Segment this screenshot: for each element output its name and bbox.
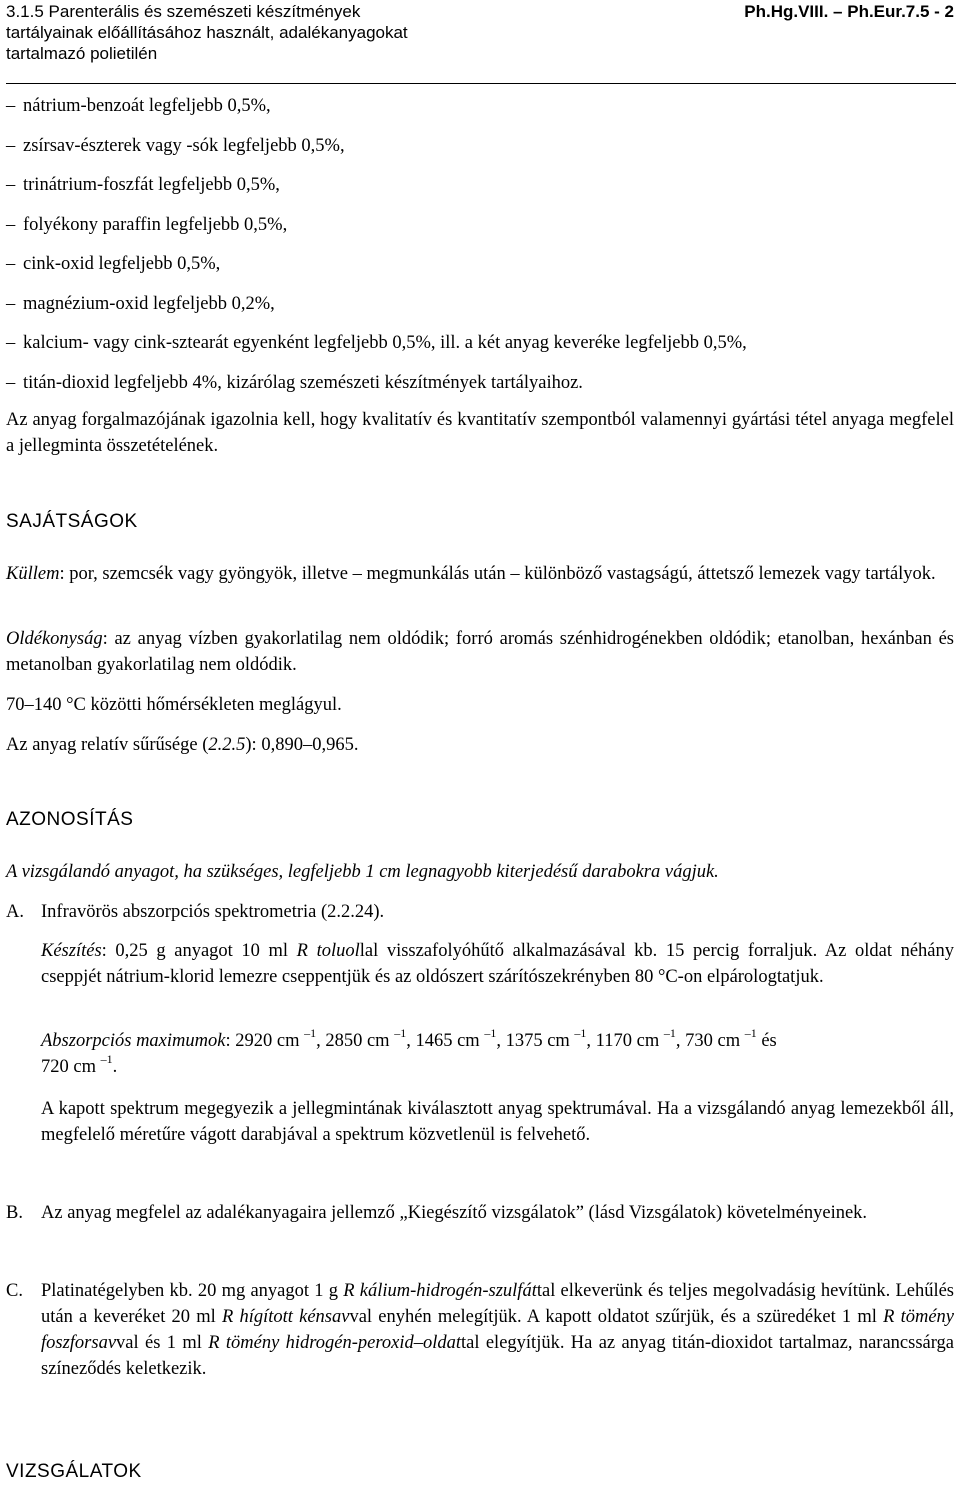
unit: cm [73, 1057, 96, 1077]
dash-bullet: – [6, 96, 16, 116]
preparation-label: Készítés [41, 941, 102, 961]
dash-bullet: – [6, 293, 16, 314]
test-b-label: B. [6, 1203, 23, 1223]
test-c-text [41, 1278, 954, 1382]
test-a-title-row [6, 899, 954, 925]
list-item-text: cink-oxid legfeljebb 0,5%, [23, 254, 221, 274]
identification-intro: A vizsgálandó anyagot, ha szükséges, legfeljebb 1 cm legnagyobb kiterjedésű darabokra vágjuk. [6, 862, 719, 882]
reagent-name: R hígított kénsav [221, 1307, 350, 1327]
test-b-text: Az anyag megfelel az adalékanyagaira jellemző „Kiegészítő vizsgálatok” (lásd Vizsgálatok) követelményeinek. [41, 1203, 868, 1223]
test-a-spectrum-note: A kapott spektrum megegyezik a jellegmintának kiválasztott anyag spektrumával. Ha a vizsgálandó anyag lemezekből áll, megfelelő méretűre vágott darabjával a spektrum közvetlenül is felvehető. [41, 1099, 954, 1145]
preparation-text: : 0,25 g anyagot 10 ml [101, 941, 297, 961]
test-a-absorption-maxima: Abszorpciós maximumok: 2920 cm $^{-1}$, 2850 cm $^{-1}$, 1465 cm $^{-1}$, 1375 cm $^{-1}$, 1170 cm $^{-1}$, 730 cm $^{-1}$ és 720 cm $^{-1}$. [41, 1026, 777, 1077]
appearance-text: : por, szemcsék vagy gyöngyök, illetve – megmunkálás után – különböző vastagságú, áttetsző lemezek vagy tartályok. [59, 564, 936, 584]
dash-bullet: – [6, 214, 16, 235]
appearance-paragraph [6, 561, 954, 587]
unit-exponent: –1 [394, 1026, 407, 1040]
unit-exponent: –1 [100, 1052, 113, 1066]
list-item [6, 251, 954, 291]
relative-density [6, 732, 954, 758]
list-item [6, 172, 954, 212]
section-heading-properties: SAJÁTSÁGOK [6, 511, 138, 532]
density-value: ): 0,890–0,965. [245, 735, 359, 755]
conjunction: és [761, 1031, 777, 1051]
reagent-name: R tömény foszforsav [41, 1307, 954, 1353]
solubility-paragraph [6, 626, 954, 678]
procedure-text: val és 1 ml [116, 1333, 209, 1353]
header-title-line: tartalmazó polietilén [6, 44, 158, 63]
list-item-text: zsírsav-észterek vagy -sók legfeljebb 0,5%, [23, 135, 345, 156]
maxima-label: Abszorpciós maximumok [41, 1031, 226, 1051]
list-item-text: kalcium- vagy cink-sztearát egyenként legfeljebb 0,5%, ill. a két anyag keveréke legfeljebb 0,5%, [23, 333, 747, 353]
list-item [6, 133, 954, 173]
procedure-text: tal elegyítjük. Ha az anyag titán-dioxidot tartalmaz, narancssárga színeződés keletkezik. [41, 1333, 955, 1379]
additive-limit-list [6, 93, 954, 409]
solubility-text: : az anyag vízben gyakorlatilag nem oldódik; forró aromás szénhidrogénekben oldódik; etanolban, hexánban és metanolban gyakorlatilag nem oldódik. [6, 629, 954, 675]
preparation-text: lal visszafolyóhűtő alkalmazásával kb. 15 percig forraljuk. Az oldat néhány cseppjét nátrium-klorid lemezre cseppentjük és az oldószert szárítószekrényben 80 °C-on elpárologtatjuk. [41, 941, 954, 987]
dash-bullet: – [6, 175, 16, 195]
wavenumber-value: 730 [685, 1031, 713, 1051]
wavenumber-value: 2850 [325, 1031, 363, 1051]
header-section-title [6, 1, 566, 64]
unit-exponent: –1 [484, 1026, 497, 1040]
page-header [6, 0, 954, 73]
document-page [6, 0, 955, 1482]
unit: cm [457, 1031, 480, 1051]
test-b-row [6, 1200, 954, 1226]
reagent-name: R toluol [296, 941, 360, 961]
dash-bullet: – [6, 254, 16, 274]
header-pharmacopoeia-ref: Ph.Hg.VIII. – Ph.Eur.7.5 - 2 [744, 2, 954, 21]
unit-exponent: –1 [663, 1026, 676, 1040]
dash-bullet: – [6, 333, 16, 353]
test-a-label: A. [6, 902, 24, 922]
test-c-row [6, 1278, 954, 1382]
reagent-name: R kálium-hidrogén-szulfát [343, 1281, 537, 1301]
test-a-title: Infravörös abszorpciós spektrometria (2.2.24). [41, 902, 385, 922]
list-item [6, 291, 954, 331]
maxima-separator: : [225, 1031, 236, 1051]
wavenumber-value: 1375 [505, 1031, 543, 1051]
list-item [6, 370, 954, 410]
procedure-text: val enyhén melegítjük. A kapott oldatot szűrjük, és a szüredéket 1 ml [349, 1307, 884, 1327]
list-item-text: nátrium-benzoát legfeljebb 0,5%, [23, 96, 271, 116]
procedure-text: tal elkeverünk és teljes megolvadásig hevítünk. Lehűlés után a keveréket 20 ml [41, 1281, 955, 1327]
dash-bullet: – [6, 372, 16, 393]
appearance-label: Küllem [6, 564, 60, 584]
list-item [6, 330, 954, 370]
procedure-text: Platinatégelyben kb. 20 mg anyagot 1 g [41, 1281, 344, 1301]
list-item-text: folyékony paraffin legfeljebb 0,5%, [23, 214, 288, 235]
supplier-statement: Az anyag forgalmazójának igazolnia kell, hogy kvalitatív és kvantitatív szempontból valamennyi gyártási tétel anyaga megfelel a jellegminta összetételének. [6, 410, 954, 456]
header-divider [6, 83, 956, 84]
unit: cm [717, 1031, 741, 1051]
list-item-text: trinátrium-foszfát legfeljebb 0,5%, [23, 175, 280, 195]
list-item-text: titán-dioxid legfeljebb 4%, kizárólag szemészeti készítmények tartályaihoz. [23, 372, 583, 393]
dash-bullet: – [6, 135, 16, 156]
list-item [6, 212, 954, 252]
reagent-name: R tömény hidrogén-peroxid–oldat [208, 1333, 462, 1353]
unit: cm [276, 1031, 300, 1051]
method-reference: 2.2.5 [208, 735, 246, 755]
unit: cm [636, 1031, 660, 1051]
header-title-line: 3.1.5 Parenterális és szemészeti készítmények [6, 2, 361, 21]
unit-exponent: –1 [304, 1026, 317, 1040]
wavenumber-value: 1465 [415, 1031, 453, 1051]
section-heading-identification: AZONOSÍTÁS [6, 809, 134, 830]
wavenumber-value: 1170 [595, 1031, 632, 1051]
unit-exponent: –1 [574, 1026, 587, 1040]
test-a-preparation [41, 938, 954, 990]
unit: cm [547, 1031, 570, 1051]
unit-exponent: –1 [744, 1026, 757, 1040]
wavenumber-value: 2920 [235, 1031, 273, 1051]
header-title-line: tartályainak előállításához használt, adalékanyagokat [6, 23, 408, 42]
test-c-label: C. [6, 1281, 23, 1301]
softening-range: 70–140 °C közötti hőmérsékleten meglágyul. [6, 695, 342, 715]
wavenumber-value: 720 [41, 1057, 69, 1077]
list-item-text: magnézium-oxid legfeljebb 0,2%, [23, 293, 275, 314]
density-text: Az anyag relatív sűrűsége ( [6, 735, 209, 755]
section-heading-tests: VIZSGÁLATOK [6, 1461, 142, 1482]
unit: cm [366, 1031, 390, 1051]
solubility-label: Oldékonyság [6, 629, 103, 649]
list-item [6, 93, 954, 133]
